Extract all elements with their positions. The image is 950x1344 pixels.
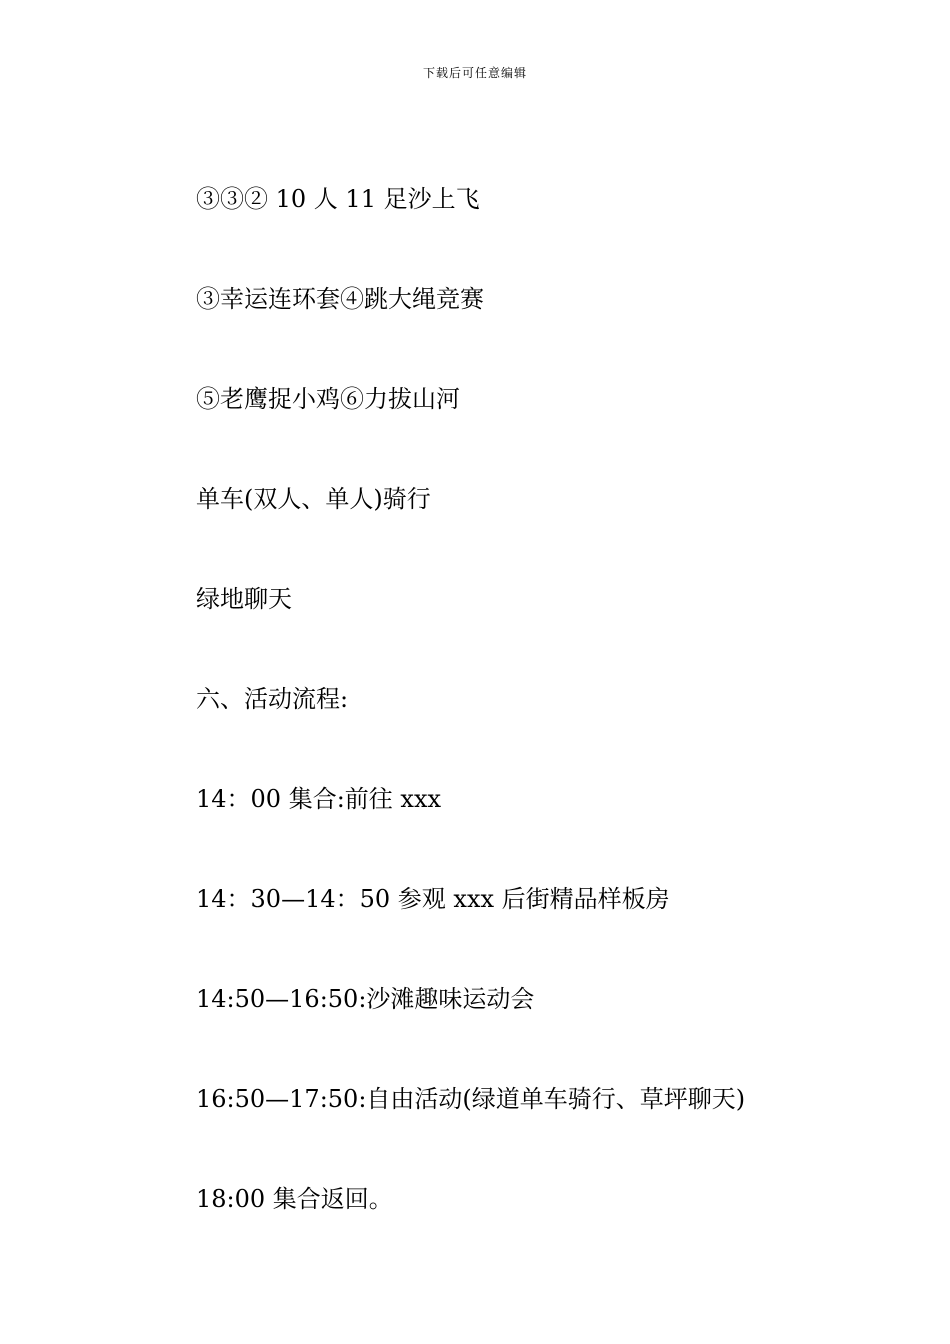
document-body bbox=[196, 181, 896, 1281]
text-line: ③幸运连环套④跳大绳竞赛 bbox=[196, 285, 484, 313]
page-header-note: 下载后可任意编辑 bbox=[422, 66, 527, 80]
schedule-item: 14：30—14：50 参观 xxx 后街精品样板房 bbox=[196, 885, 670, 913]
text-line: ③③② 10 人 11 足沙上飞 bbox=[196, 185, 480, 213]
text-line: 单车(双人、单人)骑行 bbox=[196, 485, 431, 513]
text-line: ⑤老鹰捉小鸡⑥力拔山河 bbox=[196, 385, 460, 413]
section-heading: 六、活动流程: bbox=[196, 685, 349, 713]
schedule-item: 14:50—16:50:沙滩趣味运动会 bbox=[196, 985, 535, 1013]
schedule-item: 16:50—17:50:自由活动(绿道单车骑行、草坪聊天) bbox=[196, 1085, 746, 1113]
schedule-item: 14：00 集合:前往 xxx bbox=[196, 785, 442, 813]
text-line: 绿地聊天 bbox=[196, 585, 292, 613]
schedule-item: 18:00 集合返回。 bbox=[196, 1185, 393, 1213]
